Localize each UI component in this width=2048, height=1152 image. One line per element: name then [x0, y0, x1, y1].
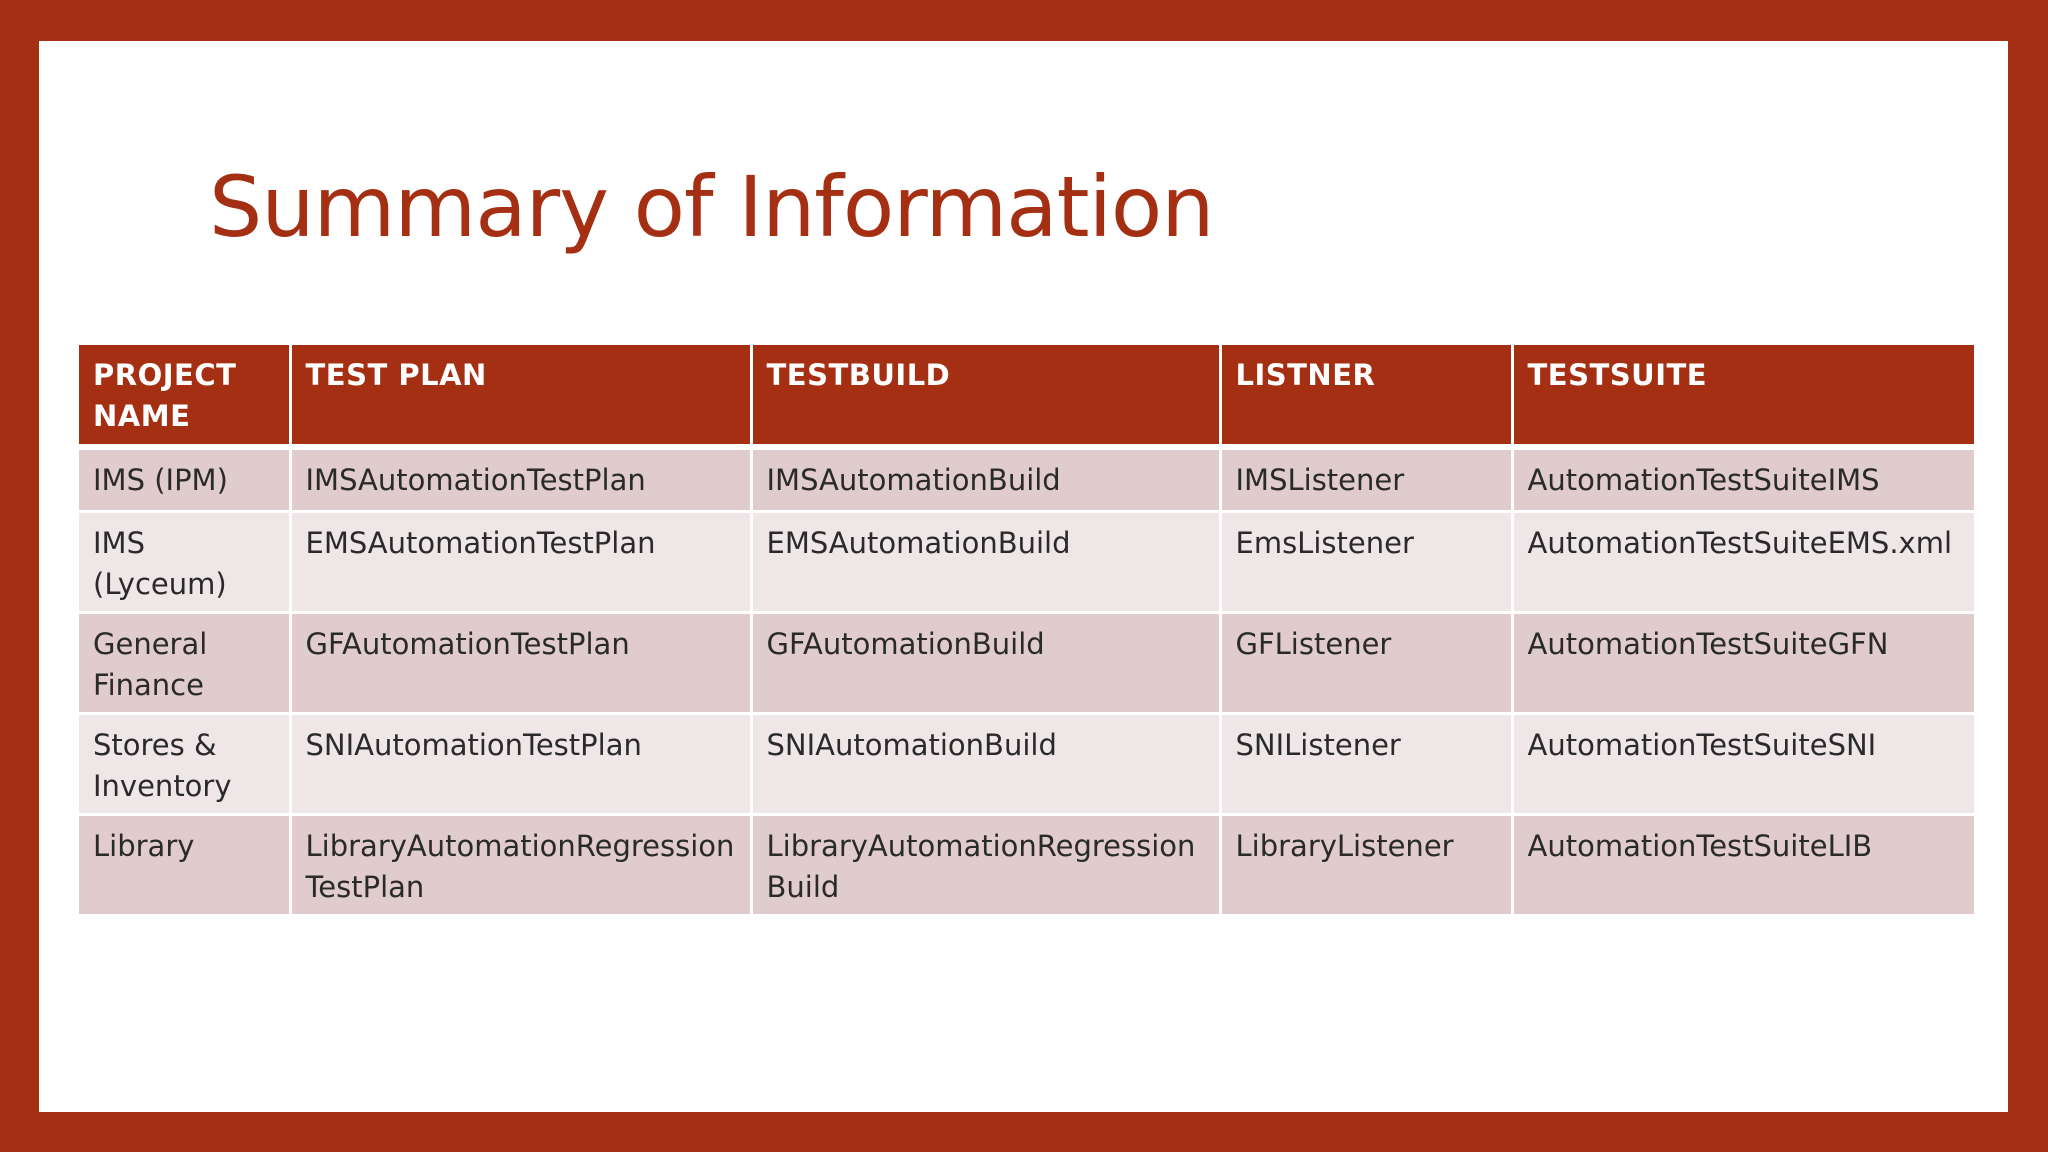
slide-canvas: [39, 41, 2008, 1112]
cell-project-name: IMS (Lyceum): [79, 511, 290, 612]
table-row: [79, 511, 1974, 612]
table-row: [79, 447, 1974, 511]
cell-testsuite: AutomationTestSuiteSNI: [1512, 713, 1974, 814]
summary-table: [79, 345, 1974, 917]
cell-listner: GFListener: [1220, 612, 1512, 713]
cell-test-plan: GFAutomationTestPlan: [290, 612, 751, 713]
cell-listner: LibraryListener: [1220, 814, 1512, 915]
cell-testsuite: AutomationTestSuiteIMS: [1512, 447, 1974, 511]
header-listner: LISTNER: [1220, 345, 1512, 447]
cell-testbuild: IMSAutomationBuild: [751, 447, 1220, 511]
table-row: [79, 814, 1974, 915]
header-testbuild: TESTBUILD: [751, 345, 1220, 447]
cell-project-name: Library: [79, 814, 290, 915]
cell-testsuite: AutomationTestSuiteEMS.xml: [1512, 511, 1974, 612]
cell-project-name: IMS (IPM): [79, 447, 290, 511]
cell-listner: SNIListener: [1220, 713, 1512, 814]
cell-testbuild: LibraryAutomationRegression Build: [751, 814, 1220, 915]
cell-test-plan: EMSAutomationTestPlan: [290, 511, 751, 612]
cell-test-plan: SNIAutomationTestPlan: [290, 713, 751, 814]
cell-testbuild: GFAutomationBuild: [751, 612, 1220, 713]
cell-test-plan: IMSAutomationTestPlan: [290, 447, 751, 511]
table-header-row: [79, 345, 1974, 447]
table-row: [79, 612, 1974, 713]
cell-testbuild: EMSAutomationBuild: [751, 511, 1220, 612]
cell-test-plan: LibraryAutomationRegression TestPlan: [290, 814, 751, 915]
cell-testsuite: AutomationTestSuiteLIB: [1512, 814, 1974, 915]
table-row: [79, 713, 1974, 814]
cell-listner: IMSListener: [1220, 447, 1512, 511]
header-testsuite: TESTSUITE: [1512, 345, 1974, 447]
cell-listner: EmsListener: [1220, 511, 1512, 612]
slide-title: Summary of Information: [209, 158, 1214, 256]
header-test-plan: TEST PLAN: [290, 345, 751, 447]
cell-project-name: Stores & Inventory: [79, 713, 290, 814]
cell-testbuild: SNIAutomationBuild: [751, 713, 1220, 814]
header-project-name: PROJECT NAME: [79, 345, 290, 447]
cell-project-name: General Finance: [79, 612, 290, 713]
cell-testsuite: AutomationTestSuiteGFN: [1512, 612, 1974, 713]
